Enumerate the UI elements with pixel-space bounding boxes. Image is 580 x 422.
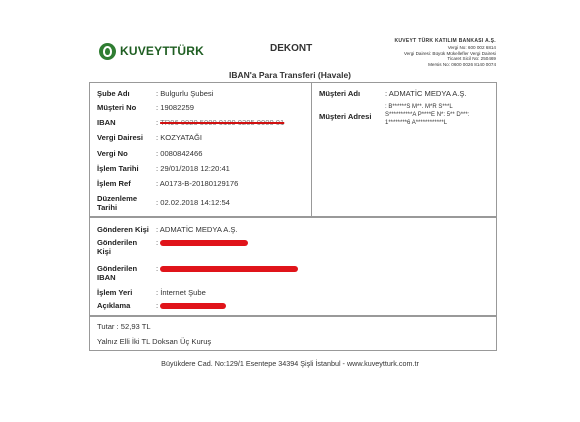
field-recipient-iban — [97, 264, 492, 282]
field-transaction-place — [97, 288, 492, 297]
field-label: Vergi No — [97, 149, 128, 158]
field-label: Gönderen Kişi — [97, 225, 149, 234]
field-label: IBAN — [97, 118, 116, 127]
footer-address: Büyükdere Cad. No:129/1 Esentepe 34394 Şişli İstanbul - www.kuveytturk.com.tr — [161, 359, 419, 368]
field-label: İşlem Tarihi — [97, 164, 139, 173]
field-customer-address — [319, 103, 492, 127]
masked-address-line: S**********A P****E N*: 5** D***: — [385, 112, 470, 118]
bank-name: KUVEYT TÜRK KATILIM BANKASI A.Ş. — [394, 38, 496, 44]
field-transaction-ref — [97, 179, 307, 188]
kuveytturk-logo-icon — [99, 43, 116, 60]
sender-info-box — [89, 217, 497, 316]
field-label: Düzenleme Tarihi — [97, 194, 138, 212]
bank-tax-no: Vergi No: 600 002 6814 — [447, 44, 496, 50]
bank-mersis-no: Mersis No: 0600 0026 8140 0074 — [428, 62, 496, 68]
field-label: İşlem Yeri — [97, 288, 133, 297]
field-value: : 29/01/2018 12:20:41 — [156, 164, 230, 173]
field-value: : A0173-B-20180129176 — [156, 179, 239, 188]
field-label: Gönderilen IBAN — [97, 264, 138, 282]
field-value: : 02.02.2018 14:12:54 — [156, 198, 230, 207]
bank-trade-registry: Ticaret Sicil No: 250469 — [447, 56, 496, 62]
field-label: İşlem Ref — [97, 179, 131, 188]
field-value: : İnternet Şube — [156, 288, 206, 297]
field-value: : KOZYATAĞI — [156, 133, 202, 142]
field-value: : TR96 0020 5000 0109 0205 0000 01 — [156, 118, 285, 127]
field-label: Müşteri Adresi — [319, 112, 372, 121]
field-customer-no — [97, 103, 307, 112]
redaction-mark — [160, 240, 248, 246]
field-label: Gönderilen Kişi — [97, 238, 138, 256]
field-value — [385, 103, 469, 127]
bank-logo — [99, 40, 204, 62]
field-customer-name — [319, 89, 492, 98]
field-label: Açıklama — [97, 301, 131, 310]
field-recipient — [97, 238, 492, 256]
field-tax-office — [97, 133, 307, 142]
field-colon: : — [156, 238, 159, 247]
redaction-mark — [160, 266, 298, 272]
masked-address-line: : B******S M**. M*R S***L — [385, 104, 453, 110]
total-amount-in-words: Yalnız Elli İki TL Doksan Üç Kuruş — [97, 337, 212, 346]
field-label: Şube Adı — [97, 89, 130, 98]
field-value — [156, 264, 298, 282]
field-value — [156, 238, 248, 256]
masked-address-line: 1********6 A************L — [385, 120, 448, 126]
document-title: DEKONT — [270, 43, 313, 54]
field-description — [97, 301, 492, 310]
customer-info-box — [311, 82, 497, 217]
field-label: Müşteri Adı — [319, 89, 361, 98]
total-amount: Tutar : 52,93 TL — [97, 322, 151, 331]
logo-text: KUVEYTTÜRK — [120, 44, 205, 58]
field-colon: : — [156, 301, 159, 310]
transfer-type-title: IBAN'a Para Transferi (Havale) — [228, 70, 352, 80]
field-branch — [97, 89, 307, 98]
redaction-mark — [160, 303, 226, 309]
field-value: : 19082259 — [156, 103, 195, 112]
totals-box — [89, 316, 497, 351]
bank-info — [394, 39, 496, 68]
field-label: Vergi Dairesi — [97, 133, 144, 142]
struck-iban-value: TR96 0020 5000 0109 0205 0000 01 — [160, 118, 285, 127]
field-value — [156, 301, 226, 310]
field-value: : ADMATİC MEDYA A.Ş. — [385, 89, 467, 98]
field-value: : 0080842466 — [156, 149, 203, 158]
field-issue-date — [97, 194, 307, 212]
field-sender — [97, 225, 492, 234]
field-value: : Bulgurlu Şubesi — [156, 89, 214, 98]
field-value: : ADMATİC MEDYA A.Ş. — [156, 225, 238, 234]
field-colon: : — [156, 264, 159, 273]
field-label: Müşteri No — [97, 103, 137, 112]
bank-tax-office: Vergi Dairesi: Büyük Mükellefler Vergi Dairesi — [403, 50, 496, 56]
field-transaction-date — [97, 164, 307, 173]
field-iban — [97, 118, 307, 127]
account-info-box — [89, 82, 312, 217]
field-tax-no — [97, 149, 307, 158]
